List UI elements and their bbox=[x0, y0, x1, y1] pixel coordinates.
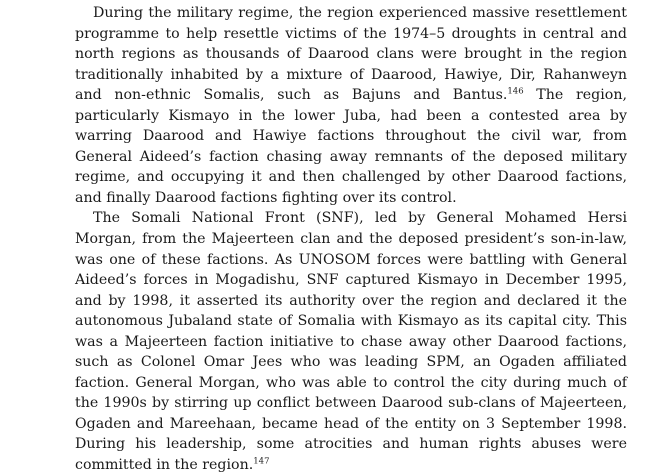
paragraph-text: During the military regime, the region experienced massive resettlement programme to help resettle victims of the 1974–5 droughts in central and north regions as thousands of Daarood clans were brought in the region traditionally inhabited by a mixture of Daarood, Hawiye, Dir, Rahanweyn and non-ethnic Somalis, such as Bajuns and Bantus. bbox=[75, 5, 627, 104]
footnote-marker[interactable]: 146 bbox=[507, 86, 524, 97]
paragraph-text: The Somali National Front (SNF), led by General Mohamed Hersi Morgan, from the Majeerteen clan and the deposed president’s son-in-law, was one of these factions. As UNOSOM forces were battling with General Aideed’s forces in Mogadishu, SNF captured Kismayo in December 1995, and by 1998, it asserted its authority over the region and declared it the autonomous Jubaland state of Somalia with Kismayo as its capital city. This was a Majeerteen faction initiative to chase away other Daarood factions, such as Colonel Omar Jees who was leading SPM, an Ogaden affiliated faction. General Morgan, who was able to control the city during much of the 1990s by stirring up conflict between Daarood sub-clans of Majeerteen, Ogaden and Mareehaan, became head of the entity on 3 September 1998. During his leadership, some atrocities and human rights abuses were committed in the region. bbox=[75, 210, 627, 474]
footnote-marker[interactable]: 147 bbox=[253, 456, 270, 467]
paragraph-text-continued: The region, particularly Kismayo in the lower Juba, had been a contested area by warring Daarood and Hawiye factions throughout the civil war, from General Aideed’s faction chasing away remnants of the deposed military regime, and occupying it and then challenged by other Daarood factions, and finally Daarood factions fighting over its control. bbox=[75, 87, 627, 206]
paragraph-military-regime bbox=[75, 3, 627, 208]
document-body bbox=[75, 3, 627, 476]
paragraph-snf bbox=[75, 208, 627, 475]
